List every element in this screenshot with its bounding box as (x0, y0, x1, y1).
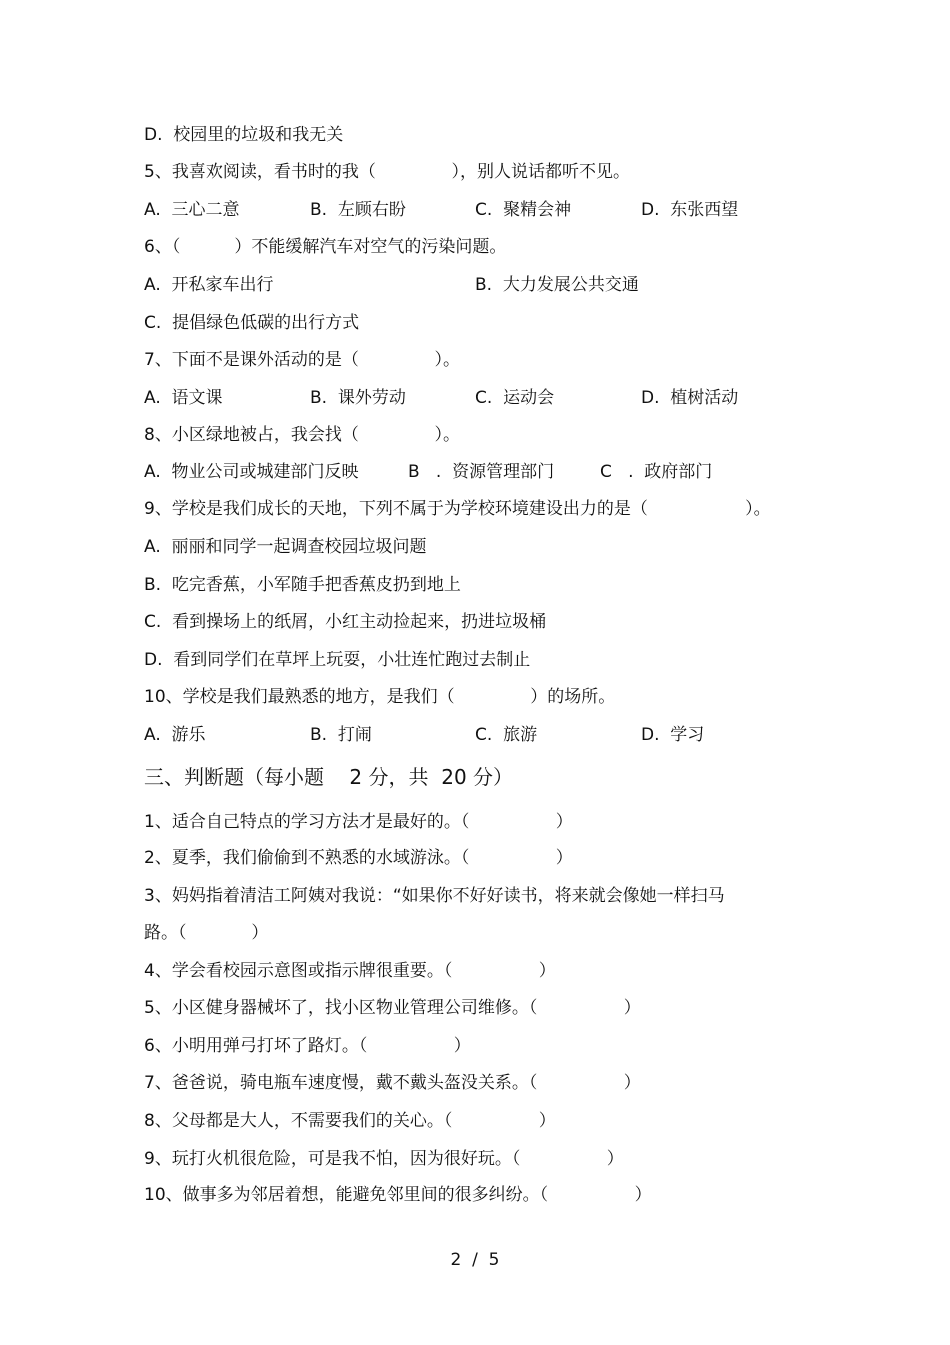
tf-item-5: 5、小区健身器械坏了，找小区物业管理公司维修。（ ） (144, 998, 641, 1018)
q6-option-a: A. 开私家车出行 (144, 275, 274, 295)
q9-option-a: A. 丽丽和同学一起调查校园垃圾问题 (144, 537, 427, 557)
tf-item-2: 2、夏季，我们偷偷到不熟悉的水域游泳。（ ） (144, 848, 573, 868)
q8-option-a: A. 物业公司或城建部门反映 (144, 462, 359, 482)
q6-stem: 6、（ ）不能缓解汽车对空气的污染问题。 (144, 237, 507, 257)
tf-item-9: 9、玩打火机很危险，可是我不怕，因为很好玩。（ ） (144, 1149, 624, 1169)
tf-item-6: 6、小明用弹弓打坏了路灯。（ ） (144, 1036, 471, 1056)
q7-option-d: D. 植树活动 (641, 388, 739, 408)
q7-option-b: B. 课外劳动 (310, 388, 406, 408)
q9-option-c: C. 看到操场上的纸屑，小红主动捡起来，扔进垃圾桶 (144, 612, 547, 632)
q5-option-c: C. 聚精会神 (475, 200, 572, 220)
q10-option-b: B. 打闹 (310, 725, 372, 745)
q8-option-b: B . 资源管理部门 (408, 462, 555, 482)
q7-option-c: C. 运动会 (475, 388, 555, 408)
q6-option-b: B. 大力发展公共交通 (475, 275, 639, 295)
tf-item-8: 8、父母都是大人，不需要我们的关心。（ ） (144, 1111, 556, 1131)
q9-option-b: B. 吃完香蕉，小军随手把香蕉皮扔到地上 (144, 575, 461, 595)
q8-stem: 8、小区绿地被占，我会找（ ）。 (144, 425, 460, 445)
q4-option-d: D. 校园里的垃圾和我无关 (144, 125, 344, 145)
q5-stem: 5、我喜欢阅读，看书时的我（ ），别人说话都听不见。 (144, 162, 630, 182)
q10-option-d: D. 学习 (641, 725, 705, 745)
q10-stem: 10、学校是我们最熟悉的地方，是我们（ ）的场所。 (144, 687, 616, 707)
q9-stem: 9、学校是我们成长的天地，下列不属于为学校环境建设出力的是（ ）。 (144, 499, 771, 519)
q5-option-d: D. 东张西望 (641, 200, 739, 220)
q9-option-d: D. 看到同学们在草坪上玩耍，小壮连忙跑过去制止 (144, 650, 531, 670)
q10-option-c: C. 旅游 (475, 725, 538, 745)
page-number: 2 / 5 (450, 1250, 500, 1270)
q5-option-a: A. 三心二意 (144, 200, 240, 220)
tf-item-7: 7、爸爸说，骑电瓶车速度慢，戴不戴头盔没关系。（ ） (144, 1073, 641, 1093)
q10-option-a: A. 游乐 (144, 725, 206, 745)
q5-option-b: B. 左顾右盼 (310, 200, 406, 220)
q7-option-a: A. 语文课 (144, 388, 223, 408)
section-3-title: 三、判断题（每小题 2 分，共 20 分） (144, 765, 514, 789)
tf-item-4: 4、学会看校园示意图或指示牌很重要。（ ） (144, 961, 556, 981)
tf-item-3-continued: 路。（ ） (144, 923, 269, 943)
q7-stem: 7、下面不是课外活动的是（ ）。 (144, 350, 460, 370)
tf-item-10: 10、做事多为邻居着想，能避免邻里间的很多纠纷。（ ） (144, 1185, 652, 1205)
q8-option-c: C . 政府部门 (600, 462, 713, 482)
tf-item-1: 1、适合自己特点的学习方法才是最好的。（ ） (144, 812, 573, 832)
tf-item-3: 3、妈妈指着清洁工阿姨对我说：“如果你不好好读书，将来就会像她一样扫马 (144, 886, 725, 906)
q6-option-c: C. 提倡绿色低碳的出行方式 (144, 313, 360, 333)
